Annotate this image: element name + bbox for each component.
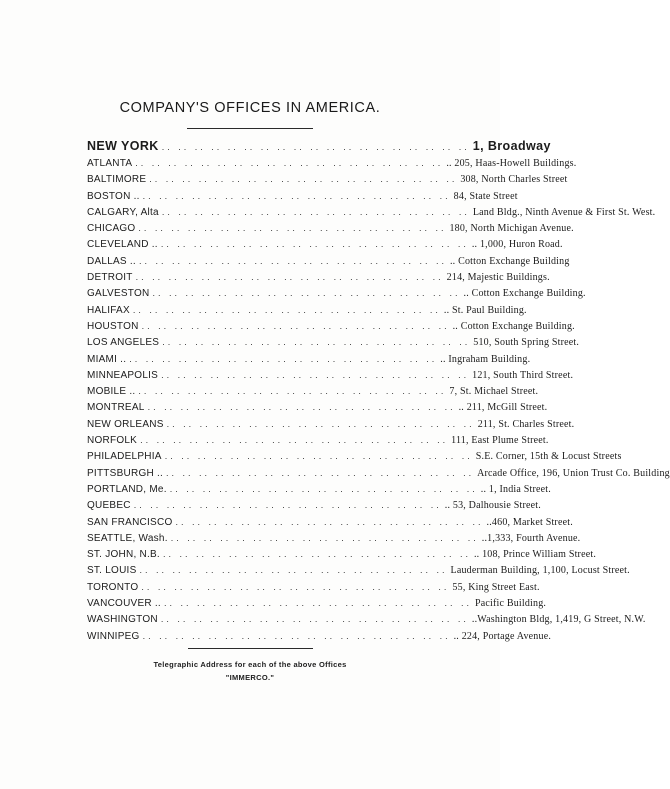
office-city: HALIFAX (87, 304, 130, 316)
office-city: LOS ANGELES (87, 337, 160, 349)
office-address: .. 1, India Street. (480, 483, 551, 495)
office-address: Arcade Office, 196, Union Trust Co. Building (477, 467, 670, 479)
office-city: MINNEAPOLIS (87, 369, 159, 381)
office-city: WASHINGTON (87, 614, 158, 626)
office-city: VANCOUVER .. (87, 598, 161, 610)
office-address: 1, Broadway (472, 139, 551, 153)
office-address: .. 1,000, Huron Road. (471, 239, 563, 251)
office-address: 180, North Michigan Avenue. (449, 223, 574, 235)
office-row (87, 204, 656, 220)
office-row (87, 188, 518, 204)
dot-leader: .. .. .. .. .. .. .. .. .. .. .. .. .. .. .. .. .. .. .. (138, 386, 447, 397)
office-row (87, 155, 577, 171)
footer-divider (188, 648, 313, 649)
telegraphic-note: Telegraphic Address for each of the above Offices (153, 660, 347, 669)
office-address: 55, King Street East. (452, 581, 540, 593)
office-row (87, 269, 550, 285)
dot-leader: .. .. .. .. .. .. .. .. .. .. .. .. .. .. .. .. .. .. .. (133, 500, 442, 511)
office-city: CALGARY, Alta (87, 206, 159, 218)
office-row (87, 383, 539, 399)
office-city: NORFOLK (87, 435, 138, 447)
office-city: MIAMI .. (87, 353, 127, 365)
dot-leader: .. .. .. .. .. .. .. .. .. .. .. .. .. .. .. .. .. .. .. (132, 304, 441, 315)
office-address: .. 108, Prince William Street. (473, 549, 597, 561)
office-address: 214, Majestic Buildings. (446, 272, 550, 284)
office-city: ST. LOUIS (87, 565, 137, 577)
office-address: .. Ingraham Building. (440, 353, 531, 365)
office-row (87, 514, 573, 530)
office-address: 84, State Street (453, 190, 518, 202)
office-address: 510, South Spring Street. (473, 337, 580, 349)
dot-leader: .. .. .. .. .. .. .. .. .. .. .. .. .. .. .. .. .. .. .. (141, 320, 450, 331)
office-city: BALTIMORE (87, 174, 147, 186)
dot-leader: .. .. .. .. .. .. .. .. .. .. .. .. .. .. .. .. .. .. .. (160, 614, 469, 625)
dot-leader: .. .. .. .. .. .. .. .. .. .. .. .. .. .. .. .. .. .. .. (135, 158, 444, 168)
office-row (87, 448, 622, 464)
office-row (87, 562, 630, 578)
office-row (87, 595, 547, 611)
office-city: CLEVELAND .. (87, 239, 158, 251)
dot-leader: .. .. .. .. .. .. .. .. .. .. .. .. .. .. .. .. .. .. .. (166, 467, 475, 478)
office-address: S.E. Corner, 15th & Locust Streets (475, 451, 622, 463)
office-city: NEW YORK (87, 139, 159, 153)
office-row (87, 481, 551, 497)
office-address: ..Washington Bldg, 1,419, G Street, N.W. (471, 614, 646, 626)
dot-leader: .. .. .. .. .. .. .. .. .. .. .. .. .. .. .. .. .. .. .. (169, 483, 478, 494)
office-address: 308, North Charles Street (460, 174, 568, 186)
office-address: ..460, Market Street. (486, 516, 573, 528)
dot-leader: .. .. .. .. .. .. .. .. .. .. .. .. .. .. .. .. .. .. .. (141, 581, 450, 592)
office-city: WINNIPEG (87, 630, 140, 642)
office-address: .. St. Paul Building. (443, 304, 527, 316)
office-address: Pacific Building. (474, 598, 547, 610)
office-address: .. 53, Dalhousie Street. (444, 500, 541, 512)
office-city: DETROIT (87, 272, 133, 284)
dot-leader: .. .. .. .. .. .. .. .. .. .. .. .. .. .. .. .. .. .. .. (161, 142, 470, 152)
dot-leader: .. .. .. .. .. .. .. .. .. .. .. .. .. .. .. .. .. .. .. (161, 369, 470, 380)
office-row (87, 351, 531, 367)
dot-leader: .. .. .. .. .. .. .. .. .. .. .. .. .. .. .. .. .. .. .. (175, 516, 484, 527)
office-row (87, 285, 586, 301)
office-row (87, 530, 581, 546)
office-address: .. 211, McGill Street. (458, 402, 548, 414)
dot-leader: .. .. .. .. .. .. .. .. .. .. .. .. .. .. .. .. .. .. .. (160, 239, 469, 250)
office-address: .. 224, Portage Avenue. (453, 630, 552, 642)
office-city: NEW ORLEANS (87, 418, 164, 430)
office-row (87, 611, 646, 627)
telegraphic-address: "IMMERCO." (225, 673, 275, 682)
dot-leader: .. .. .. .. .. .. .. .. .. .. .. .. .. .. .. .. .. .. .. (147, 402, 456, 413)
office-city: BOSTON .. (87, 190, 140, 202)
dot-leader: .. .. .. .. .. .. .. .. .. .. .. .. .. .. .. .. .. .. .. (138, 223, 447, 234)
dot-leader: .. .. .. .. .. .. .. .. .. .. .. .. .. .. .. .. .. .. .. (161, 206, 470, 217)
office-list (87, 137, 670, 644)
office-row (87, 137, 551, 155)
office-city: SAN FRANCISCO (87, 516, 173, 528)
office-address: .. 205, Haas-Howell Buildings. (446, 158, 577, 169)
office-city: TORONTO (87, 581, 139, 593)
office-address: ..1,333, Fourth Avenue. (481, 532, 581, 544)
office-row (87, 628, 552, 644)
office-row (87, 367, 574, 383)
dot-leader: .. .. .. .. .. .. .. .. .. .. .. .. .. .. .. .. .. .. .. (129, 353, 438, 364)
office-city: SEATTLE, Wash. (87, 532, 168, 544)
office-city: PORTLAND, Me. (87, 483, 167, 495)
page-title: COMPANY'S OFFICES IN AMERICA. (119, 100, 381, 116)
office-city: QUEBEC (87, 500, 131, 512)
office-row (87, 579, 540, 595)
office-address: .. Cotton Exchange Building (449, 255, 570, 267)
office-row (87, 416, 575, 432)
dot-leader: .. .. .. .. .. .. .. .. .. .. .. .. .. .. .. .. .. .. .. (142, 630, 451, 641)
office-city: MONTREAL (87, 402, 145, 414)
dot-leader: .. .. .. .. .. .. .. .. .. .. .. .. .. .. .. .. .. .. .. (162, 549, 471, 560)
office-row (87, 432, 549, 448)
office-city: ATLANTA (87, 158, 133, 169)
office-address: Land Bldg., Ninth Avenue & First St. West. (472, 206, 656, 218)
office-address: Lauderman Building, 1,100, Locust Street. (450, 565, 630, 577)
office-city: GALVESTON (87, 288, 150, 300)
office-row (87, 546, 597, 562)
office-city: PHILADELPHIA (87, 451, 162, 463)
office-city: HOUSTON (87, 320, 139, 332)
office-row (87, 497, 541, 513)
office-city: PITTSBURGH .. (87, 467, 164, 479)
dot-leader: .. .. .. .. .. .. .. .. .. .. .. .. .. .. .. .. .. .. .. (166, 418, 475, 429)
dot-leader: .. .. .. .. .. .. .. .. .. .. .. .. .. .. .. .. .. .. .. (170, 532, 479, 543)
office-row (87, 220, 574, 236)
dot-leader: .. .. .. .. .. .. .. .. .. .. .. .. .. .. .. .. .. .. .. (142, 190, 451, 201)
office-row (87, 302, 527, 318)
dot-leader: .. .. .. .. .. .. .. .. .. .. .. .. .. .. .. .. .. .. .. (163, 598, 472, 609)
office-address: 121, South Third Street. (472, 369, 574, 381)
office-city: DALLAS .. (87, 255, 136, 267)
office-address: .. Cotton Exchange Building. (452, 320, 575, 332)
office-address: 111, East Plume Street. (451, 435, 549, 447)
office-row (87, 253, 570, 269)
office-address: 211, St. Charles Street. (477, 418, 575, 430)
office-row (87, 236, 563, 252)
title-divider (187, 128, 313, 129)
dot-leader: .. .. .. .. .. .. .. .. .. .. .. .. .. .. .. .. .. .. .. (140, 435, 449, 446)
office-row (87, 465, 670, 481)
dot-leader: .. .. .. .. .. .. .. .. .. .. .. .. .. .. .. .. .. .. .. (162, 337, 471, 348)
dot-leader: .. .. .. .. .. .. .. .. .. .. .. .. .. .. .. .. .. .. .. (164, 451, 473, 462)
office-row (87, 334, 580, 350)
office-city: ST. JOHN, N.B. (87, 549, 160, 561)
dot-leader: .. .. .. .. .. .. .. .. .. .. .. .. .. .. .. .. .. .. .. (139, 565, 448, 576)
office-row (87, 171, 568, 187)
dot-leader: .. .. .. .. .. .. .. .. .. .. .. .. .. .. .. .. .. .. .. (135, 272, 444, 283)
office-city: CHICAGO (87, 223, 136, 235)
dot-leader: .. .. .. .. .. .. .. .. .. .. .. .. .. .. .. .. .. .. .. (138, 255, 447, 266)
dot-leader: .. .. .. .. .. .. .. .. .. .. .. .. .. .. .. .. .. .. .. (149, 174, 458, 185)
office-address: .. Cotton Exchange Building. (463, 288, 586, 300)
office-row (87, 399, 548, 415)
office-city: MOBILE .. (87, 386, 136, 398)
office-address: 7, St. Michael Street. (449, 386, 539, 398)
dot-leader: .. .. .. .. .. .. .. .. .. .. .. .. .. .. .. .. .. .. .. (152, 288, 461, 299)
office-row (87, 318, 575, 334)
